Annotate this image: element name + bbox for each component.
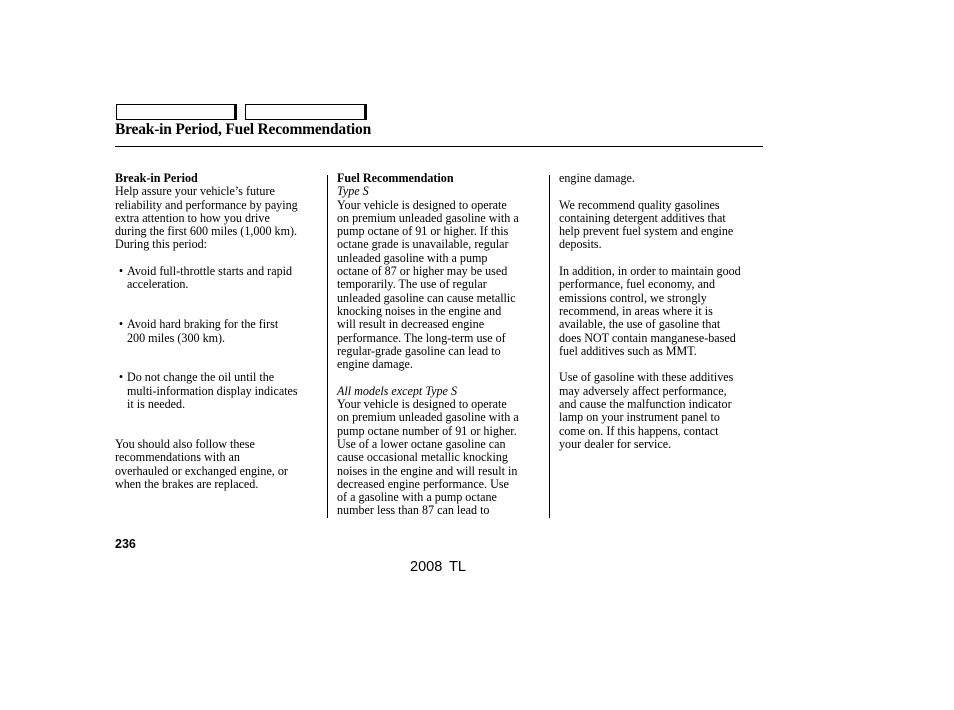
text-line: lamp on your instrument panel to: [559, 410, 720, 425]
text-line: on premium unleaded gasoline with a: [337, 210, 519, 225]
page-number: 236: [115, 537, 136, 551]
text-line: cause occasional metallic knocking: [337, 450, 508, 465]
column-break-in: [115, 172, 323, 491]
text-line: when the brakes are replaced.: [115, 476, 259, 491]
text-line: recommendations with an: [115, 450, 240, 465]
text-line: In addition, in order to maintain good: [559, 264, 741, 279]
bullet-icon: •: [118, 370, 124, 385]
text-line: deposits.: [559, 237, 602, 252]
text-line: temporarily. The use of regular: [337, 277, 487, 292]
text-line: fuel additives such as MMT.: [559, 343, 697, 358]
text-line: recommend, in areas where it is: [559, 303, 713, 318]
header-tab-right: [245, 104, 367, 120]
subheading-all-models: All models except Type S: [337, 383, 457, 398]
text-line: noises in the engine and will result in: [337, 463, 518, 478]
footer-model: 2008 TL: [410, 559, 466, 575]
text-line: emissions control, we strongly: [559, 290, 707, 305]
bullet-icon: •: [118, 264, 124, 279]
text-line: unleaded gasoline can cause metallic: [337, 290, 516, 305]
text-line: performance. The long-term use of: [337, 330, 506, 345]
text-line: come on. If this happens, contact: [559, 423, 719, 438]
text-line: pump octane of 91 or higher. If this: [337, 224, 509, 239]
text-line: During this period:: [115, 237, 208, 252]
text-line: will result in decreased engine: [337, 317, 485, 332]
bullet-item: • Avoid full-throttle starts and rapid: [115, 265, 323, 278]
bullet-item-cont: multi-information display indicates: [127, 383, 298, 398]
text-line: may adversely affect performance,: [559, 383, 727, 398]
text-line: overhauled or exchanged engine, or: [115, 463, 288, 478]
text-line: pump octane number of 91 or higher.: [337, 423, 517, 438]
bullet-item-cont: it is needed.: [127, 397, 186, 412]
text-line: and cause the malfunction indicator: [559, 397, 732, 412]
text-line: Your vehicle is designed to operate: [337, 197, 507, 212]
section-heading-break-in: Break-in Period: [115, 171, 198, 185]
text-line: on premium unleaded gasoline with a: [337, 410, 519, 425]
column-fuel-recommendation: [337, 172, 545, 518]
text-line: Use of a lower octane gasoline can: [337, 436, 506, 451]
text-line: You should also follow these: [115, 436, 255, 451]
text-line: octane grade is unavailable, regular: [337, 237, 509, 252]
text-line: extra attention to how you drive: [115, 210, 270, 225]
text-line: Your vehicle is designed to operate: [337, 397, 507, 412]
text-line: engine damage.: [559, 171, 635, 185]
bullet-item: • Avoid hard braking for the first: [115, 318, 323, 331]
bullet-item-cont: 200 miles (300 km).: [127, 330, 226, 345]
text-line: reliability and performance by paying: [115, 197, 298, 212]
text-line: regular-grade gasoline can lead to: [337, 343, 501, 358]
bullet-item-cont: acceleration.: [127, 277, 189, 292]
subheading-type-s: Type S: [337, 184, 369, 199]
text-line: during the first 600 miles (1,000 km).: [115, 224, 298, 239]
text-line: does NOT contain manganese-based: [559, 330, 736, 345]
text-line: available, the use of gasoline that: [559, 317, 721, 332]
text-line: help prevent fuel system and engine: [559, 224, 734, 239]
page-title: Break-in Period, Fuel Recommendation: [115, 121, 371, 138]
text-line: of a gasoline with a pump octane: [337, 490, 497, 505]
column-fuel-continued: [559, 172, 769, 451]
text-line: your dealer for service.: [559, 436, 672, 451]
text-line: knocking noises in the engine and: [337, 303, 502, 318]
column-divider: [549, 175, 550, 518]
text-line: decreased engine performance. Use: [337, 476, 509, 491]
text-line: performance, fuel economy, and: [559, 277, 716, 292]
header-tab-left: [116, 104, 237, 120]
text-line: containing detergent additives that: [559, 210, 726, 225]
title-rule: [115, 146, 763, 147]
text-line: Use of gasoline with these additives: [559, 370, 734, 385]
bullet-item: • Do not change the oil until the: [115, 371, 323, 384]
text-line: engine damage.: [337, 357, 413, 372]
text-line: octane of 87 or higher may be used: [337, 264, 508, 279]
text-line: number less than 87 can lead to: [337, 503, 490, 518]
section-heading-fuel: Fuel Recommendation: [337, 171, 454, 185]
text-line: unleaded gasoline with a pump: [337, 250, 488, 265]
text-line: Help assure your vehicle’s future: [115, 184, 275, 199]
column-divider: [327, 175, 328, 518]
text-line: We recommend quality gasolines: [559, 197, 720, 212]
bullet-icon: •: [118, 317, 124, 332]
